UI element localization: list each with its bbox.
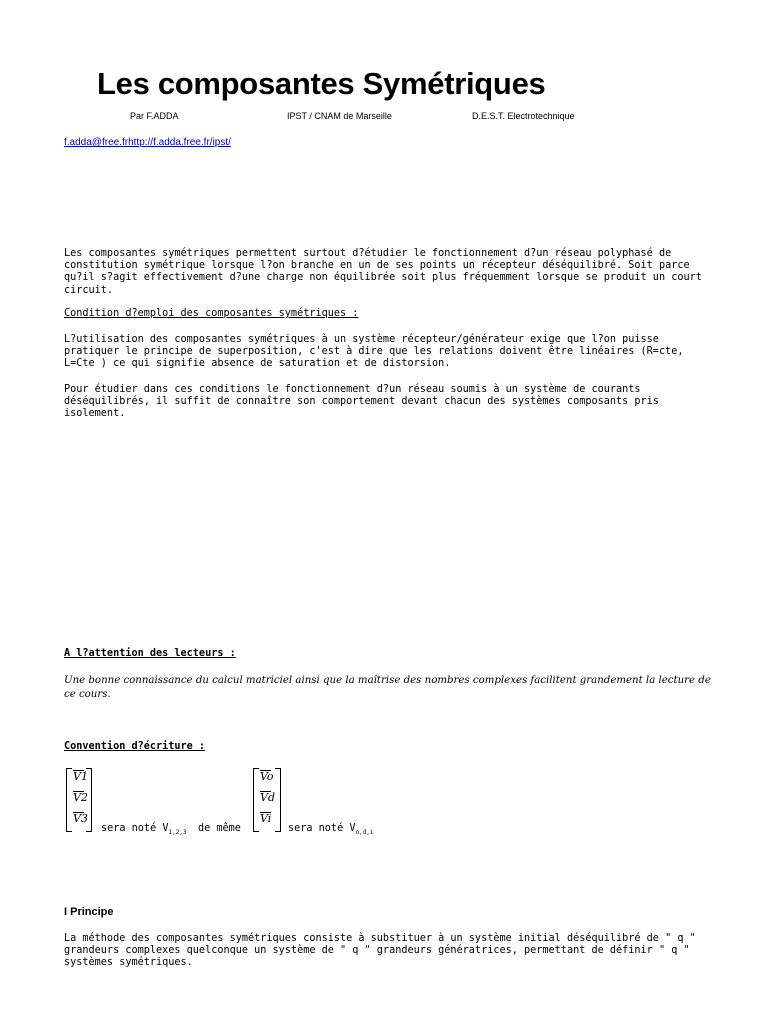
matrix2-row1: Vo — [260, 770, 274, 783]
convention-heading: Convention d?écriture : — [64, 741, 206, 752]
attention-heading: A l?attention des lecteurs : — [64, 648, 236, 659]
convention-text-2: sera noté $V_{o,d,i}$ — [288, 823, 374, 837]
vector-matrix-vodi — [253, 768, 281, 832]
attention-text: Une bonne connaissance du calcul matriciel ainsi que la maîtrise des nombres complexes facilitent grandement la lecture de ce cours. — [64, 675, 715, 700]
vector-matrix-v123 — [66, 768, 92, 832]
intro-paragraph: Les composantes symétriques permettent surtout d?étudier le fonctionnement d?un réseau polyphasé de constitution symétrique lorsque l?on branche en un de ses points un récepteur déséquilibré. Soit parce qu?il s?agit effectivement d?une charge non équilibrée soit plus fréquemment lorsque se produit un court circuit. — [64, 248, 709, 296]
convention-text-1: sera noté $V_{1,2,3}$ — [101, 823, 187, 837]
matrix1-row2: V2 — [73, 791, 88, 804]
condition-paragraph-2: Pour étudier dans ces conditions le fonctionnement d?un réseau soumis à un système de courants déséquilibrés, il suffit de connaître son comportement devant chacun des systèmes composants pris isolement. — [64, 384, 666, 420]
convention-text-mid: de même — [198, 823, 241, 834]
matrix1-row1: V1 — [73, 770, 88, 783]
section-heading-principe: I Principe — [64, 906, 114, 918]
condition-heading: Condition d?emploi des composantes symétriques : — [64, 308, 359, 319]
matrix1-row3: V3 — [73, 812, 88, 825]
contact-link[interactable]: f.adda@free.frhttp://f.adda.free.fr/ipst/ — [64, 137, 231, 148]
matrix2-row3: Vi — [260, 812, 272, 825]
author: Par F.ADDA — [130, 111, 179, 121]
matrix2-row2: Vd — [260, 791, 275, 804]
page-title: Les composantes Symétriques — [97, 66, 546, 101]
institution: IPST / CNAM de Marseille — [287, 111, 392, 121]
program: D.E.S.T. Electrotechnique — [472, 111, 575, 121]
condition-paragraph-1: L?utilisation des composantes symétriques à un système récepteur/générateur exige que l?on puisse pratiquer le principe de superposition, c'est à dire que les relations doivent être linéaires (R=cte, L=Cte ) ce qui signifie absence de saturation et de distorsion. — [64, 334, 690, 370]
principe-paragraph: La méthode des composantes symétriques consiste à substituer à un système initial déséquilibré de " q " grandeurs complexes quelconque un système de " q " grandeurs génératrices, permettant de définir " q " systèmes symétriques. — [64, 933, 702, 969]
